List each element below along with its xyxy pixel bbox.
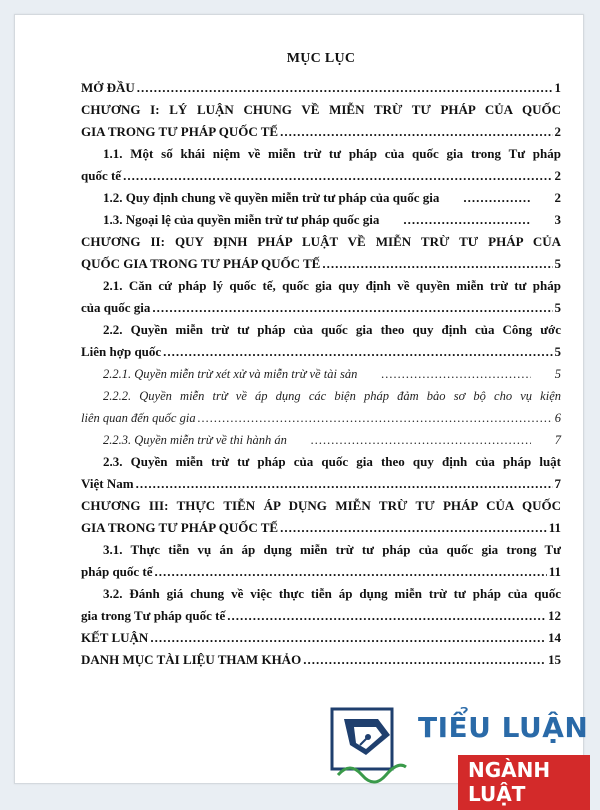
toc-entry <box>81 143 561 187</box>
toc-entry <box>81 495 561 539</box>
toc-page-number: 5 <box>554 256 561 271</box>
toc-page-number: 5 <box>554 367 561 381</box>
toc-page-number: 11 <box>548 564 561 579</box>
toc-entry-text: 3.1. Thực tiễn vụ án áp dụng miễn trừ tư pháp của quốc gia trong Tư <box>103 542 561 557</box>
toc-entry <box>81 275 561 319</box>
toc-page-number: 2 <box>554 168 561 183</box>
toc-entry-text: MỞ ĐẦU <box>81 80 135 95</box>
toc-entry-text: DANH MỤC TÀI LIỆU THAM KHẢO <box>81 652 302 667</box>
toc-entry-text: 2.1. Căn cứ pháp lý quốc tế, quốc gia quy định về quyền miễn trừ tư pháp <box>103 278 561 293</box>
toc-entry-text: KẾT LUẬN <box>81 630 149 645</box>
dot-leader <box>123 165 552 187</box>
toc-entry-line <box>81 297 561 319</box>
toc-entry-line <box>81 77 561 99</box>
toc-entry-text: 1.1. Một số khái niệm về miễn trừ tư pháp của quốc gia trong Tư pháp <box>103 146 561 161</box>
dot-leader <box>381 209 530 231</box>
table-of-contents <box>81 51 561 671</box>
toc-entry-text: 2.3. Quyền miễn trừ tư pháp của quốc gia theo quy định của pháp luật <box>103 454 561 469</box>
document-page <box>14 14 584 784</box>
toc-entry-text: 2.2.1. Quyền miễn trừ xét xử và miễn trừ về tài sản <box>103 367 358 381</box>
toc-entry <box>81 539 561 583</box>
toc-entry <box>81 385 561 429</box>
dot-leader <box>155 561 547 583</box>
toc-page-number: 5 <box>554 344 561 359</box>
toc-entry-text: gia trong Tư pháp quốc tế <box>81 608 226 623</box>
toc-entry-line <box>81 649 561 671</box>
toc-entry-text: Việt Nam <box>81 476 134 491</box>
toc-entry <box>81 77 561 99</box>
toc-page-number: 14 <box>548 630 561 645</box>
toc-entry-line <box>81 605 561 627</box>
toc-entry-text: 2.2.3. Quyền miễn trừ về thi hành án <box>103 433 287 447</box>
toc-page-number: 6 <box>554 411 561 425</box>
toc-entry-text: CHƯƠNG III: THỰC TIỄN ÁP DỤNG MIỄN TRỪ TƯ PHÁP CỦA QUỐC <box>81 498 561 513</box>
toc-entry-line <box>81 517 561 539</box>
toc-entry <box>81 429 561 451</box>
dot-leader <box>163 341 552 363</box>
toc-entry <box>81 209 561 231</box>
toc-entry-line <box>81 121 561 143</box>
toc-entry-text: 2.2. Quyền miễn trừ tư pháp của quốc gia theo quy định của Công ước <box>103 322 561 337</box>
toc-list <box>81 77 561 671</box>
toc-entry <box>81 231 561 275</box>
toc-page-number: 3 <box>554 212 561 227</box>
toc-entry <box>81 363 561 385</box>
toc-entry-text: 1.2. Quy định chung về quyền miễn trừ tư pháp của quốc gia <box>103 190 440 205</box>
logo-subtitle: NGÀNH LUẬT <box>458 755 590 810</box>
toc-entry-text: quốc tế <box>81 168 122 183</box>
dot-leader <box>322 253 552 275</box>
toc-entry-line <box>81 407 561 429</box>
toc-entry-text: liên quan đến quốc gia <box>81 411 196 425</box>
toc-entry-line <box>81 253 561 275</box>
dot-leader <box>198 407 553 429</box>
toc-entry-text: 3.2. Đánh giá chung về việc thực tiễn áp dụng miễn trừ tư pháp của quốc <box>103 586 561 601</box>
toc-page-number: 7 <box>554 476 561 491</box>
toc-entry-text: của quốc gia <box>81 300 151 315</box>
toc-entry-text: 1.3. Ngoại lệ của quyền miễn trừ tư pháp quốc gia <box>103 212 380 227</box>
toc-page-number: 5 <box>554 300 561 315</box>
toc-entry <box>81 583 561 627</box>
toc-entry-line <box>81 209 561 231</box>
dot-leader <box>289 429 531 451</box>
dot-leader <box>137 77 553 99</box>
toc-entry <box>81 187 561 209</box>
dot-leader <box>136 473 553 495</box>
dot-leader <box>150 627 546 649</box>
toc-entry-line <box>81 473 561 495</box>
dot-leader <box>280 517 547 539</box>
toc-entry-line <box>81 363 561 385</box>
toc-page-number: 2 <box>554 190 561 205</box>
toc-entry <box>81 627 561 649</box>
toc-page-number: 2 <box>554 124 561 139</box>
toc-title: MỤC LỤC <box>286 51 356 66</box>
toc-entry-line <box>81 561 561 583</box>
dot-leader <box>359 363 530 385</box>
dot-leader <box>280 121 552 143</box>
toc-page-number: 12 <box>548 608 561 623</box>
toc-entry-line <box>81 187 561 209</box>
toc-entry-text: QUỐC GIA TRONG TƯ PHÁP QUỐC TẾ <box>81 256 321 271</box>
dot-leader <box>227 605 546 627</box>
dot-leader <box>152 297 552 319</box>
toc-entry-text: Liên hợp quốc <box>81 344 162 359</box>
toc-entry-line <box>81 341 561 363</box>
toc-entry-text: GIA TRONG TƯ PHÁP QUỐC TẾ <box>81 124 279 139</box>
toc-entry-text: CHƯƠNG I: LÝ LUẬN CHUNG VỀ MIỄN TRỪ TƯ PHÁP CỦA QUỐC <box>81 102 561 117</box>
toc-page-number: 11 <box>548 520 561 535</box>
logo-title: TIỂU LUẬN <box>418 711 589 744</box>
toc-entry <box>81 319 561 363</box>
toc-entry-text: pháp quốc tế <box>81 564 153 579</box>
toc-entry-line <box>81 165 561 187</box>
toc-entry-text: 2.2.2. Quyền miễn trừ về áp dụng các biện pháp đảm bảo sơ bộ cho vụ kiện <box>103 389 561 403</box>
toc-entry <box>81 99 561 143</box>
pen-nib-logo-icon <box>330 705 410 789</box>
toc-entry <box>81 649 561 671</box>
toc-entry-line <box>81 627 561 649</box>
dot-leader <box>441 187 530 209</box>
toc-entry <box>81 451 561 495</box>
toc-page-number: 1 <box>554 80 561 95</box>
toc-entry-text: CHƯƠNG II: QUY ĐỊNH PHÁP LUẬT VỀ MIỄN TRỪ TƯ PHÁP CỦA <box>81 234 561 249</box>
toc-entry-text: GIA TRONG TƯ PHÁP QUỐC TẾ <box>81 520 279 535</box>
toc-page-number: 15 <box>548 652 561 667</box>
toc-entry-line <box>81 429 561 451</box>
site-logo <box>330 705 590 806</box>
toc-page-number: 7 <box>554 433 561 447</box>
dot-leader <box>303 649 546 671</box>
